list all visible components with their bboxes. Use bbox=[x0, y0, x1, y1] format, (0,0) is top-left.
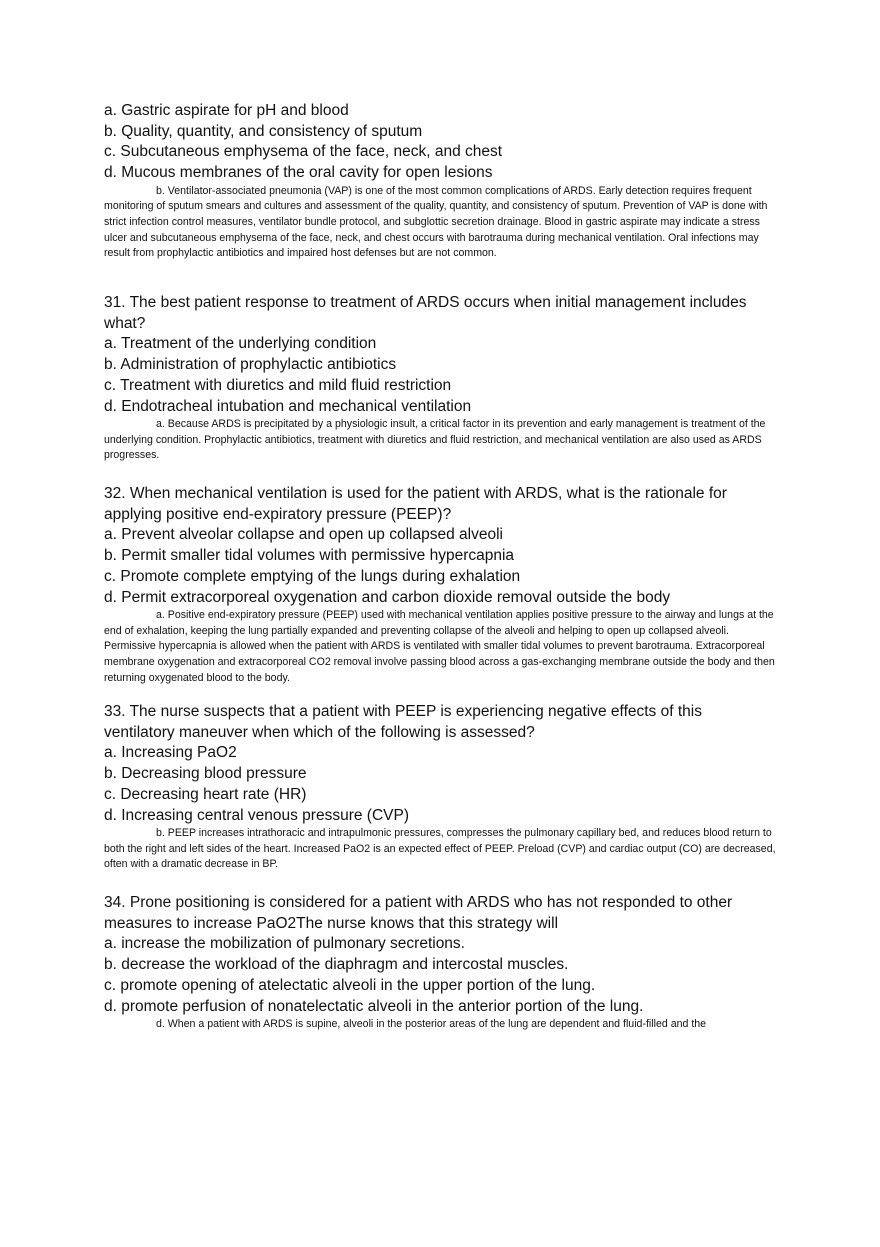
option-b: b. Administration of prophylactic antibiotics bbox=[104, 356, 397, 374]
option-a: a. Gastric aspirate for pH and blood bbox=[104, 102, 349, 119]
option-b: b. Quality, quantity, and consistency of sputum bbox=[104, 122, 423, 140]
question-30-tail bbox=[104, 101, 776, 262]
option-c: c. promote opening of atelectatic alveoli in the upper portion of the lung. bbox=[104, 976, 596, 994]
option-c: c. Treatment with diuretics and mild fluid restriction bbox=[104, 376, 452, 394]
question-text: 33. The nurse suspects that a patient with PEEP is experiencing negative effects of this ventilatory maneuver when which of the following is assessed? bbox=[104, 703, 702, 741]
rationale: b. Ventilator-associated pneumonia (VAP) is one of the most common complications of ARDS. Early detection requires frequent monitoring of sputum smears and cultures and assessment of the quality, quantity, and consistency of sputum. Prevention of VAP is done with strict infection control measures, ventilator bundle protocol, and subglottic secretion drainage. Blood in gastric aspirate may indicate a stress ulcer and subcutaneous emphysema of the face, neck, and chest occurs with barotrauma during mechanical ventilation. Oral infections may result from prophylactic antibiotics and impaired host defenses but are not common. bbox=[104, 184, 768, 260]
option-a: a. Prevent alveolar collapse and open up collapsed alveoli bbox=[104, 526, 503, 544]
question-text: 31. The best patient response to treatment of ARDS occurs when initial management includes what? bbox=[104, 294, 747, 332]
option-b: b. Permit smaller tidal volumes with permissive hypercapnia bbox=[104, 547, 515, 565]
question-text: 34. Prone positioning is considered for a patient with ARDS who has not responded to other measures to increase PaO2The nurse knows that this strategy will bbox=[104, 894, 733, 932]
rationale: a. Positive end-expiratory pressure (PEEP) used with mechanical ventilation applies positive pressure to the airway and lungs at the end of exhalation, keeping the lung partially expanded and preventing collapse of the alveoli and helping to open up collapsed alveoli. Permissive hypercapnia is allowed when the patient with ARDS is ventilated with smaller tidal volumes to prevent barotrauma. Extracorporeal membrane oxygenation and extracorporeal CO2 removal involve passing blood across a gas-exchanging membrane outside the body and then returning oxygenated blood to the body. bbox=[104, 609, 775, 684]
option-d: d. Mucous membranes of the oral cavity for open lesions bbox=[104, 164, 493, 182]
question-31 bbox=[104, 293, 776, 464]
option-c: c. Subcutaneous emphysema of the face, neck, and chest bbox=[104, 143, 503, 161]
option-a: a. Treatment of the underlying condition bbox=[104, 335, 377, 353]
rationale: d. When a patient with ARDS is supine, alveoli in the posterior areas of the lung are dependent and fluid-filled and the bbox=[156, 1018, 707, 1031]
rationale: a. Because ARDS is precipitated by a physiologic insult, a critical factor in its prevention and early management is treatment of the underlying condition. Prophylactic antibiotics, treatment with diuretics and fluid restriction, and mechanical ventilation are also used as ARDS progresses. bbox=[104, 418, 766, 462]
option-d: d. Increasing central venous pressure (CVP) bbox=[104, 806, 409, 824]
option-b: b. Decreasing blood pressure bbox=[104, 765, 307, 783]
question-32 bbox=[104, 484, 776, 686]
question-33 bbox=[104, 702, 776, 873]
option-c: c. Promote complete emptying of the lungs during exhalation bbox=[104, 567, 521, 585]
option-a: a. increase the mobilization of pulmonary secretions. bbox=[104, 935, 465, 953]
question-text: 32. When mechanical ventilation is used for the patient with ARDS, what is the rationale for applying positive end-expiratory pressure (PEEP)? bbox=[104, 485, 727, 523]
question-34 bbox=[104, 893, 776, 1033]
option-b: b. decrease the workload of the diaphragm and intercostal muscles. bbox=[104, 956, 569, 974]
option-a: a. Increasing PaO2 bbox=[104, 744, 237, 762]
rationale: b. PEEP increases intrathoracic and intrapulmonic pressures, compresses the pulmonary capillary bed, and reduces blood return to both the right and left sides of the heart. Increased PaO2 is an expected effect of PEEP. Preload (CVP) and cardiac output (CO) are decreased, often with a dramatic decrease in BP. bbox=[104, 827, 776, 871]
option-c: c. Decreasing heart rate (HR) bbox=[104, 785, 307, 803]
option-d: d. Permit extracorporeal oxygenation and carbon dioxide removal outside the body bbox=[104, 588, 671, 606]
option-d: d. promote perfusion of nonatelectatic alveoli in the anterior portion of the lung. bbox=[104, 997, 644, 1015]
option-d: d. Endotracheal intubation and mechanical ventilation bbox=[104, 397, 472, 415]
